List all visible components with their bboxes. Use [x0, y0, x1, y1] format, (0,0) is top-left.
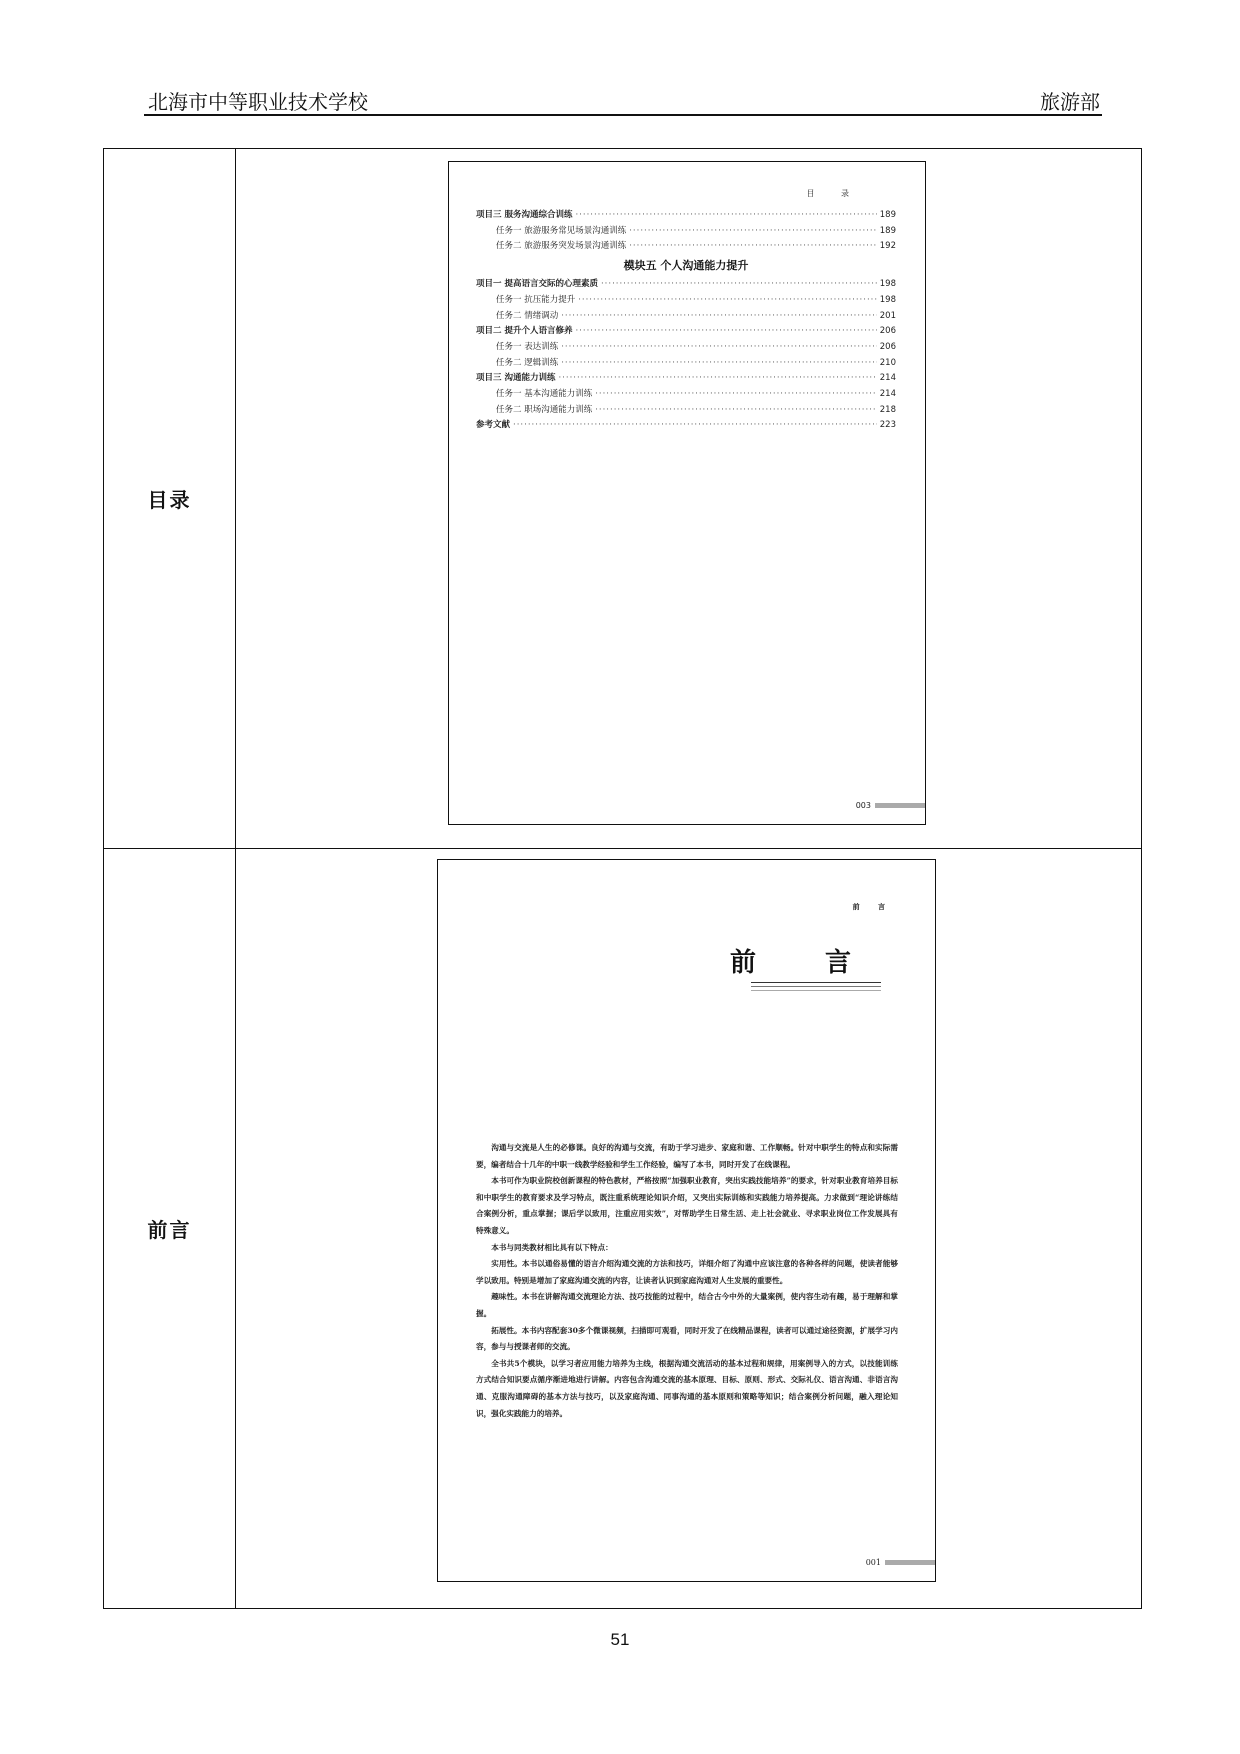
preface-paragraph: 实用性。本书以通俗易懂的语言介绍沟通交流的方法和技巧，详细介绍了沟通中应该注意的各种各样的问题，使读者能够学以致用。特别是增加了家庭沟通交流的内容，让读者认识到家庭沟通对人生发展的重要性。 — [476, 1259, 898, 1285]
toc-entry-page: 198 — [879, 294, 896, 305]
toc-entry — [476, 224, 896, 240]
toc-entry — [476, 277, 896, 293]
toc-entry-title: 任务一 表达训练 — [496, 341, 559, 352]
row-label-preface: 前言 — [104, 849, 236, 1609]
page-number: 51 — [610, 1630, 630, 1649]
header-rule — [144, 114, 1102, 116]
toc-entry — [476, 340, 896, 356]
toc-entry — [476, 293, 896, 309]
toc-entry — [476, 403, 896, 419]
toc-entry-page: 192 — [879, 241, 896, 252]
table-row — [104, 849, 1142, 1609]
toc-entry — [476, 208, 896, 224]
toc-entry-title: 任务二 职场沟通能力训练 — [496, 404, 593, 415]
toc-entry-page: 206 — [879, 326, 896, 337]
toc-cell — [236, 149, 1142, 849]
toc-entry-title: 任务二 旅游服务突发场景沟通训练 — [496, 241, 627, 252]
preface-body — [476, 1140, 898, 1422]
toc-list — [476, 208, 896, 434]
preface-page-number: 001 — [865, 1558, 881, 1567]
page-header — [148, 86, 1100, 114]
toc-entry-title: 任务一 抗压能力提升 — [496, 294, 576, 305]
toc-entry-page: 189 — [879, 225, 896, 236]
preface-paragraph: 沟通与交流是人生的必修课。良好的沟通与交流，有助于学习进步、家庭和谐、工作顺畅。针对中职学生的特点和实际需要，编者结合十几年的中职一线教学经验和学生工作经验，编写了本书，同时开发了在线课程。 — [476, 1143, 898, 1169]
toc-entry-page: 189 — [879, 210, 896, 220]
toc-entry-page: 206 — [879, 341, 896, 352]
toc-page-number: 003 — [855, 801, 871, 810]
footer-bar — [885, 1560, 935, 1565]
content-table — [103, 148, 1142, 1609]
toc-entry — [476, 324, 896, 340]
school-name: 北海市中等职业技术学校 — [148, 90, 368, 114]
toc-page-image — [448, 161, 926, 825]
toc-entry-page: 201 — [879, 310, 896, 321]
preface-page-image — [437, 859, 936, 1582]
toc-entry-title: 项目一 提高语言交际的心理素质 — [476, 279, 598, 290]
toc-leader-dots — [629, 239, 877, 255]
preface-cell — [236, 849, 1142, 1609]
toc-leader-dots — [595, 403, 877, 419]
toc-entry — [476, 418, 896, 434]
preface-title: 前 言 — [729, 948, 881, 978]
toc-leader-dots — [578, 293, 877, 309]
toc-entry-page: 198 — [879, 279, 896, 290]
toc-leader-dots — [558, 371, 876, 387]
toc-leader-dots — [513, 418, 877, 434]
preface-page-footer — [866, 1558, 935, 1567]
toc-entry — [476, 239, 896, 255]
title-rule — [751, 990, 881, 991]
footer-bar — [875, 803, 925, 808]
toc-leader-dots — [561, 356, 877, 372]
toc-running-head: 目 录 — [806, 189, 861, 198]
toc-entry-title: 项目二 提升个人语言修养 — [476, 326, 573, 337]
table-row — [104, 149, 1142, 849]
preface-paragraph: 本书可作为职业院校创新课程的特色教材，严格按照“加强职业教育，突出实践技能培养”的要求，针对职业教育培养目标和中职学生的教育要求及学习特点，既注重系统理论知识介绍，又突出实际训练和实践能力培养提高。力求做到“理论讲练结合案例分析，重点掌握；课后学以致用，注重应用实效”，对帮助学生日常生活、走上社会就业、寻求职业岗位工作发展具有特殊意义。 — [476, 1176, 898, 1235]
preface-paragraph: 全书共5个模块，以学习者应用能力培养为主线，根据沟通交流活动的基本过程和规律，用案例导入的方式，以技能训练方式结合知识要点循序渐进地进行讲解。内容包含沟通交流的基本原理、目标、原则、形式、交际礼仪、语言沟通、非语言沟通、克服沟通障碍的基本方法与技巧，以及家庭沟通、同事沟通的基本原则和策略等知识；结合案例分析问题，融入理论知识，强化实践能力的培养。 — [476, 1358, 898, 1418]
toc-entry — [476, 309, 896, 325]
toc-leader-dots — [575, 324, 876, 340]
toc-leader-dots — [561, 340, 877, 356]
preface-running-head: 前 言 — [852, 902, 893, 911]
department-name: 旅游部 — [1040, 90, 1100, 114]
toc-entry-page: 214 — [879, 373, 896, 384]
toc-entry — [476, 371, 896, 387]
toc-entry-page: 218 — [879, 404, 896, 415]
toc-leader-dots — [561, 309, 877, 325]
preface-paragraph: 趣味性。本书在讲解沟通交流理论方法、技巧技能的过程中，结合古今中外的大量案例，使内容生动有趣，易于理解和掌握。 — [476, 1292, 898, 1318]
toc-entry-page: 210 — [879, 357, 896, 368]
toc-entry-page: 214 — [879, 389, 896, 400]
toc-module-heading: 模块五 个人沟通能力提升 — [623, 259, 749, 273]
toc-entry-title: 任务二 情绪调动 — [496, 310, 559, 321]
row-label-toc: 目录 — [104, 149, 236, 849]
toc-entry-title: 任务二 逻辑训练 — [496, 357, 559, 368]
preface-paragraph: 拓展性。本书内容配套30多个微课视频，扫描即可观看，同时开发了在线精品课程，读者可以通过途径资源，扩展学习内容，参与与授课者师的交流。 — [476, 1325, 898, 1352]
toc-entry-page: 223 — [879, 420, 896, 431]
toc-page-footer — [856, 801, 925, 810]
toc-entry-title: 任务一 基本沟通能力训练 — [496, 389, 593, 400]
toc-leader-dots — [601, 277, 877, 293]
preface-paragraph: 本书与同类教材相比具有以下特点： — [491, 1242, 613, 1252]
toc-entry-title: 项目三 服务沟通综合训练 — [476, 210, 573, 220]
title-rule — [751, 986, 881, 987]
toc-entry — [476, 356, 896, 372]
toc-entry-title: 任务一 旅游服务常见场景沟通训练 — [496, 225, 627, 236]
toc-leader-dots — [575, 208, 876, 224]
toc-leader-dots — [595, 387, 877, 403]
toc-entry-title: 项目三 沟通能力训练 — [476, 373, 556, 384]
toc-leader-dots — [629, 224, 877, 240]
toc-entry-title: 参考文献 — [476, 420, 511, 431]
toc-entry — [476, 387, 896, 403]
title-rule — [751, 982, 881, 983]
